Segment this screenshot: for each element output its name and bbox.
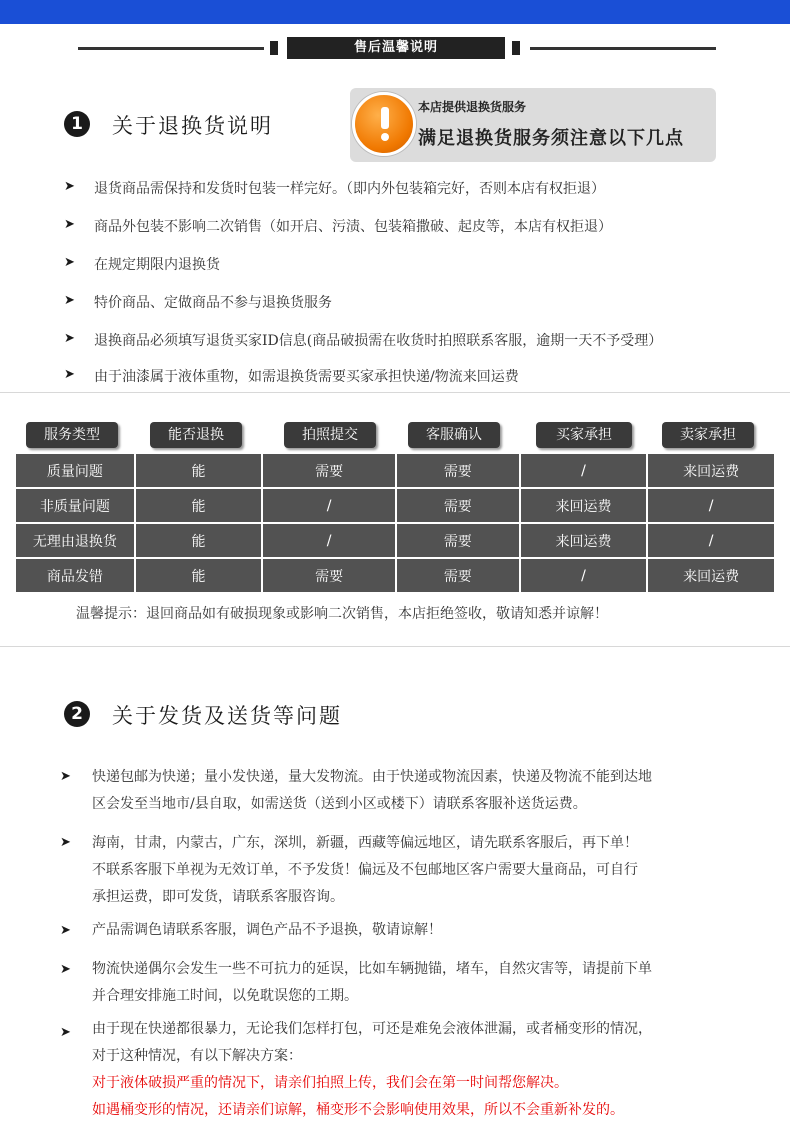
notice-small-text: 本店提供退换货服务 <box>418 100 527 114</box>
list-item-red-line: 如遇桶变形的情况，还请亲们谅解，桶变形不会影响使用效果，所以不会重新补发的。 <box>92 1102 624 1118</box>
divider <box>0 392 790 393</box>
list-item-line: 由于现在快递都很暴力，无论我们怎样打包，可还是难免会液体泄漏，或者桶变形的情况， <box>92 1021 652 1037</box>
table-cell: 需要 <box>396 523 520 558</box>
table-cell: 需要 <box>396 453 520 488</box>
table-cell: 需要 <box>396 488 520 523</box>
bullet-arrow-icon: ➤ <box>60 962 71 977</box>
bullet-arrow-icon: ➤ <box>60 835 71 850</box>
header-deco-right <box>512 41 520 55</box>
table-cell: 来回运费 <box>647 558 775 593</box>
table-cell: 非质量问题 <box>15 488 135 523</box>
list-item-line: 区会发至当地市/县自取，如需送货（送到小区或楼下）请联系客服补送货运费。 <box>92 796 587 812</box>
table-cell: / <box>647 523 775 558</box>
table-cell: 来回运费 <box>647 453 775 488</box>
section1-number: 1 <box>64 111 90 137</box>
list-item-line: 不联系客服下单视为无效订单，不予发货！偏远及不包邮地区客户需要大量商品，可自行 <box>92 862 638 878</box>
bullet-arrow-icon: ➤ <box>64 331 75 346</box>
list-item: 特价商品、定做商品不参与退换货服务 <box>94 295 332 311</box>
bullet-arrow-icon: ➤ <box>60 1025 71 1040</box>
list-item-line: 物流快递偶尔会发生一些不可抗力的延误，比如车辆抛锚，堵车，自然灾害等，请提前下单 <box>92 961 652 977</box>
bullet-arrow-icon: ➤ <box>64 179 75 194</box>
header-title: 售后温馨说明 <box>287 37 505 59</box>
tag-service-type: 服务类型 <box>26 422 118 448</box>
table-row <box>15 523 775 558</box>
list-item: 在规定期限内退换货 <box>94 257 220 273</box>
table-cell: 来回运费 <box>520 488 648 523</box>
table-cell: 无理由退换货 <box>15 523 135 558</box>
header-line-left <box>78 47 264 50</box>
service-table <box>14 452 776 594</box>
header-line-right <box>530 47 716 50</box>
list-item-line: 承担运费，即可发货，请联系客服咨询。 <box>92 889 344 905</box>
table-cell: 质量问题 <box>15 453 135 488</box>
table-cell: 能 <box>135 488 263 523</box>
tag-service-confirm: 客服确认 <box>408 422 500 448</box>
notice-big-text: 满足退换货服务须注意以下几点 <box>418 128 684 149</box>
bullet-arrow-icon: ➤ <box>64 367 75 382</box>
list-item-line: 快递包邮为快递；量小发快递，量大发物流。由于快递或物流因素，快递及物流不能到达地 <box>92 769 652 785</box>
table-cell: 需要 <box>262 558 396 593</box>
top-banner-bar <box>0 0 790 24</box>
table-cell: 需要 <box>396 558 520 593</box>
bullet-arrow-icon: ➤ <box>64 255 75 270</box>
table-cell: / <box>647 488 775 523</box>
list-item: 商品外包装不影响二次销售（如开启、污渍、包装箱撒破、起皮等，本店有权拒退） <box>94 219 612 235</box>
table-cell: 商品发错 <box>15 558 135 593</box>
divider <box>0 646 790 647</box>
list-item <box>92 764 652 818</box>
list-item-line: 海南，甘肃，内蒙古，广东，深圳，新疆，西藏等偏远地区，请先联系客服后，再下单！ <box>92 835 638 851</box>
list-item <box>92 917 442 944</box>
table-row <box>15 558 775 593</box>
table-cell: 能 <box>135 523 263 558</box>
table-cell: / <box>262 523 396 558</box>
warning-icon <box>352 92 416 156</box>
list-item: 退换商品必须填写退货买家ID信息(商品破损需在收货时拍照联系客服，逾期一天不予受理） <box>94 333 663 349</box>
table-cell: / <box>520 453 648 488</box>
list-item-red-line: 对于液体破损严重的情况下，请亲们拍照上传，我们会在第一时间帮您解决。 <box>92 1075 568 1091</box>
table-cell: / <box>262 488 396 523</box>
list-item <box>92 1016 652 1124</box>
table-cell: 能 <box>135 558 263 593</box>
tag-photo-submit: 拍照提交 <box>284 422 376 448</box>
list-item-line: 并合理安排施工时间，以免耽误您的工期。 <box>92 988 358 1004</box>
bullet-arrow-icon: ➤ <box>64 217 75 232</box>
list-item-line: 产品需调色请联系客服，调色产品不予退换，敬请谅解！ <box>92 922 442 938</box>
list-item: 退货商品需保持和发货时包装一样完好。（即内外包装箱完好，否则本店有权拒退） <box>94 181 605 197</box>
table-row <box>15 453 775 488</box>
tag-returnable: 能否退换 <box>150 422 242 448</box>
table-cell: / <box>520 558 648 593</box>
table-cell: 需要 <box>262 453 396 488</box>
list-item <box>92 956 652 1010</box>
list-item <box>92 830 638 911</box>
warm-tip: 温馨提示：退回商品如有破损现象或影响二次销售，本店拒绝签收，敬请知悉并谅解！ <box>76 606 608 622</box>
section2-number: 2 <box>64 701 90 727</box>
table-cell: 能 <box>135 453 263 488</box>
bullet-arrow-icon: ➤ <box>60 923 71 938</box>
table-row <box>15 488 775 523</box>
table-cell: 来回运费 <box>520 523 648 558</box>
section1-title: 关于退换货说明 <box>112 114 273 138</box>
tag-buyer-bears: 买家承担 <box>536 422 632 448</box>
section2-title: 关于发货及送货等问题 <box>112 704 342 728</box>
bullet-arrow-icon: ➤ <box>60 769 71 784</box>
bullet-arrow-icon: ➤ <box>64 293 75 308</box>
tag-seller-bears: 卖家承担 <box>662 422 754 448</box>
list-item-line: 对于这种情况，有以下解决方案： <box>92 1048 302 1064</box>
list-item: 由于油漆属于液体重物，如需退换货需要买家承担快递/物流来回运费 <box>94 369 519 385</box>
header-deco-left <box>270 41 278 55</box>
